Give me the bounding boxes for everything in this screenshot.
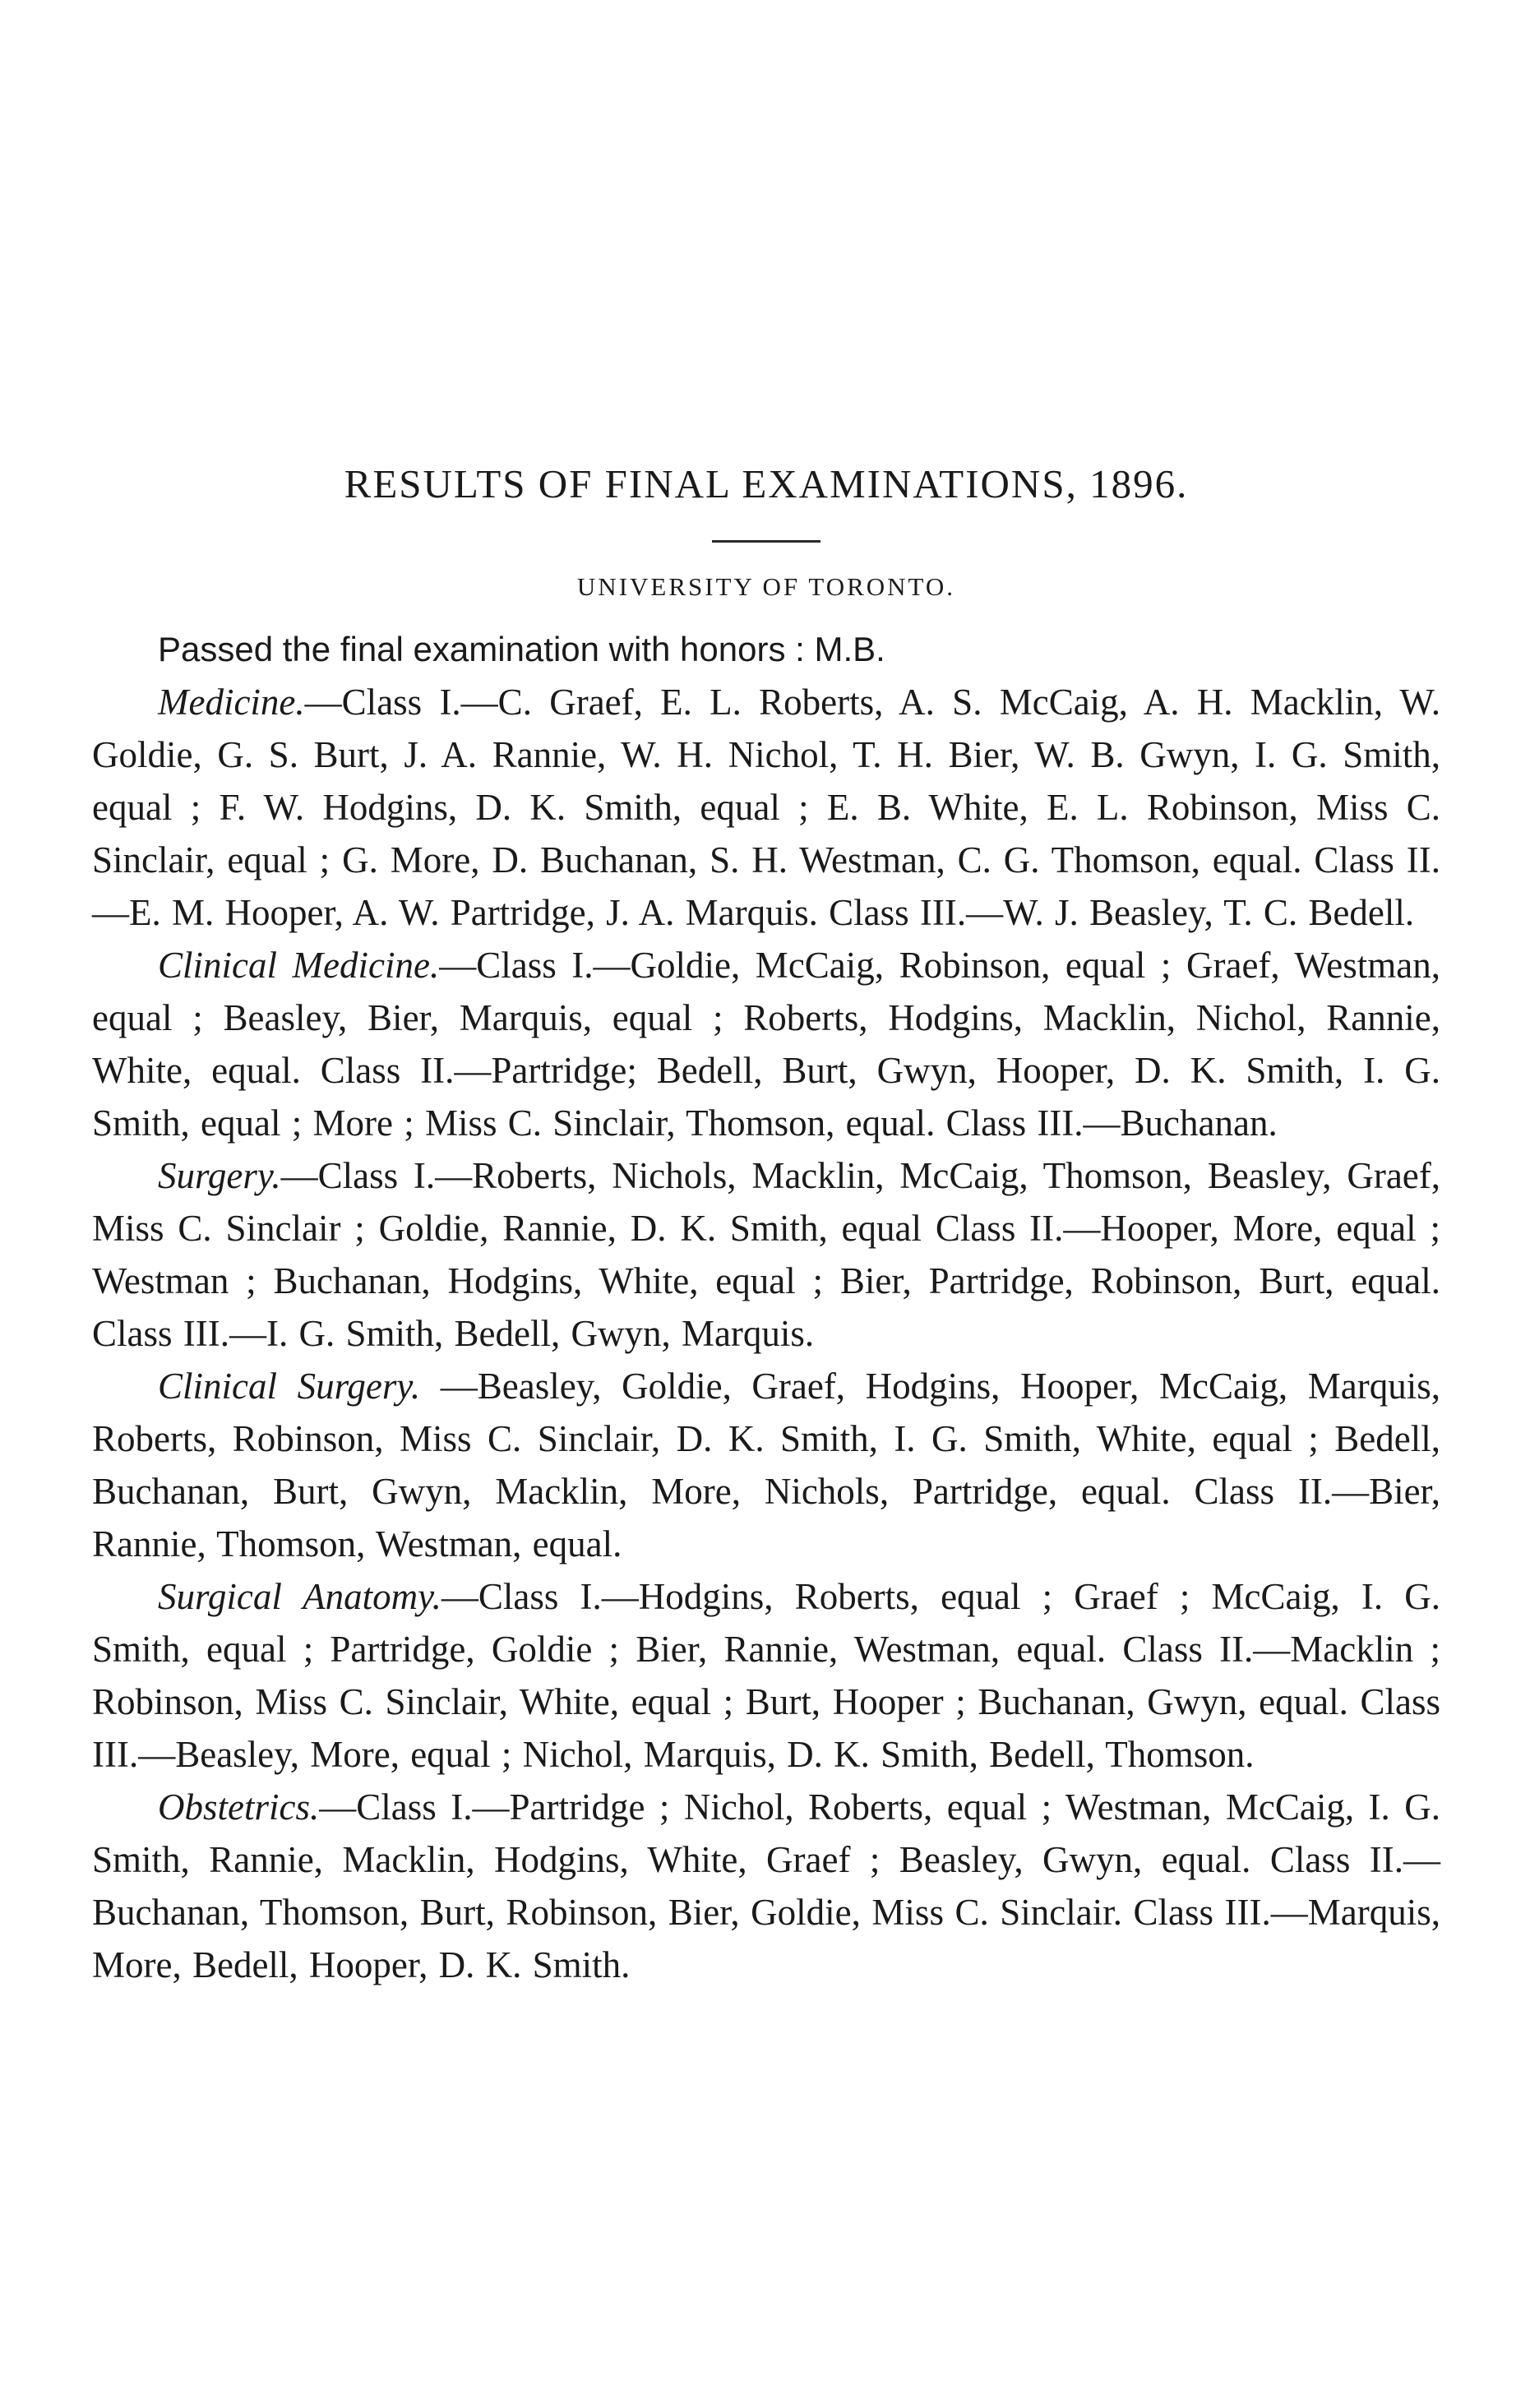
section-heading: Surgical Anatomy.	[158, 1576, 441, 1617]
section-heading: Surgery.	[158, 1155, 281, 1196]
section-heading: Clinical Medicine.	[158, 945, 440, 986]
section-heading: Clinical Surgery.	[158, 1366, 421, 1407]
section-heading: Medicine.	[158, 682, 305, 723]
intro-text: Passed the final examination with honors : M.B.	[158, 630, 885, 668]
section-heading: Obstetrics.	[158, 1786, 320, 1828]
section-text: —Beasley, Goldie, Graef, Hodgins, Hooper, McCaig, Marquis, Roberts, Robinson, Miss C. Sinclair, D. K. Smith, I. G. Smith, White, equal ; Bedell, Buchanan, Burt, Gwyn, Macklin, More, Nichols, Partridge, equal. Class II.—Bier, Rannie, Thomson, Westman, equal.	[92, 1366, 1440, 1565]
section-obstetrics	[92, 1781, 1440, 1991]
section-text: —Class I.—C. Graef, E. L. Roberts, A. S. McCaig, A. H. Macklin, W. Goldie, G. S. Burt, J. A. Rannie, W. H. Nichol, T. H. Bier, W. B. Gwyn, I. G. Smith, equal ; F. W. Hodgins, D. K. Smith, equal ; E. B. White, E. L. Robinson, Miss C. Sinclair, equal ; G. More, D. Buchanan, S. H. Westman, C. G. Thomson, equal. Class II.—E. M. Hooper, A. W. Partridge, J. A. Marquis. Class III.—W. J. Beasley, T. C. Bedell.	[92, 682, 1440, 933]
section-text: —Class I.—Roberts, Nichols, Macklin, McCaig, Thomson, Beasley, Graef, Miss C. Sinclair ; Goldie, Rannie, D. K. Smith, equal Class II.—Hooper, More, equal ; Westman ; Buchanan, Hodgins, White, equal ; Bier, Partridge, Robinson, Burt, equal. Class III.—I. G. Smith, Bedell, Gwyn, Marquis.	[92, 1155, 1440, 1354]
page-title: RESULTS OF FINAL EXAMINATIONS, 1896.	[344, 461, 1189, 506]
section-text: —Class I.—Goldie, McCaig, Robinson, equal ; Graef, Westman, equal ; Beasley, Bier, Marquis, equal ; Roberts, Hodgins, Macklin, Nichol, Rannie, White, equal. Class II.—Partridge; Bedell, Burt, Gwyn, Hooper, D. K. Smith, I. G. Smith, equal ; More ; Miss C. Sinclair, Thomson, equal. Class III.—Buchanan.	[92, 945, 1440, 1144]
section-surgical-anatomy	[92, 1570, 1440, 1781]
page-content	[92, 460, 1440, 1991]
section-medicine	[92, 676, 1440, 939]
section-surgery	[92, 1149, 1440, 1360]
section-clinical-medicine	[92, 939, 1440, 1149]
section-clinical-surgery	[92, 1360, 1440, 1570]
page-subtitle: UNIVERSITY OF TORONTO.	[576, 572, 956, 601]
section-text: —Class I.—Hodgins, Roberts, equal ; Graef ; McCaig, I. G. Smith, equal ; Partridge, Goldie ; Bier, Rannie, Westman, equal. Class II.—Macklin ; Robinson, Miss C. Sinclair, White, equal ; Burt, Hooper ; Buchanan, Gwyn, equal. Class III.—Beasley, More, equal ; Nichol, Marquis, D. K. Smith, Bedell, Thomson.	[92, 1576, 1440, 1775]
title-divider	[712, 540, 820, 543]
section-text: —Class I.—Partridge ; Nichol, Roberts, equal ; Westman, McCaig, I. G. Smith, Rannie, Macklin, Hodgins, White, Graef ; Beasley, Gwyn, equal. Class II.—Buchanan, Thomson, Burt, Robinson, Bier, Goldie, Miss C. Sinclair. Class III.—Marquis, More, Bedell, Hooper, D. K. Smith.	[92, 1786, 1440, 1985]
